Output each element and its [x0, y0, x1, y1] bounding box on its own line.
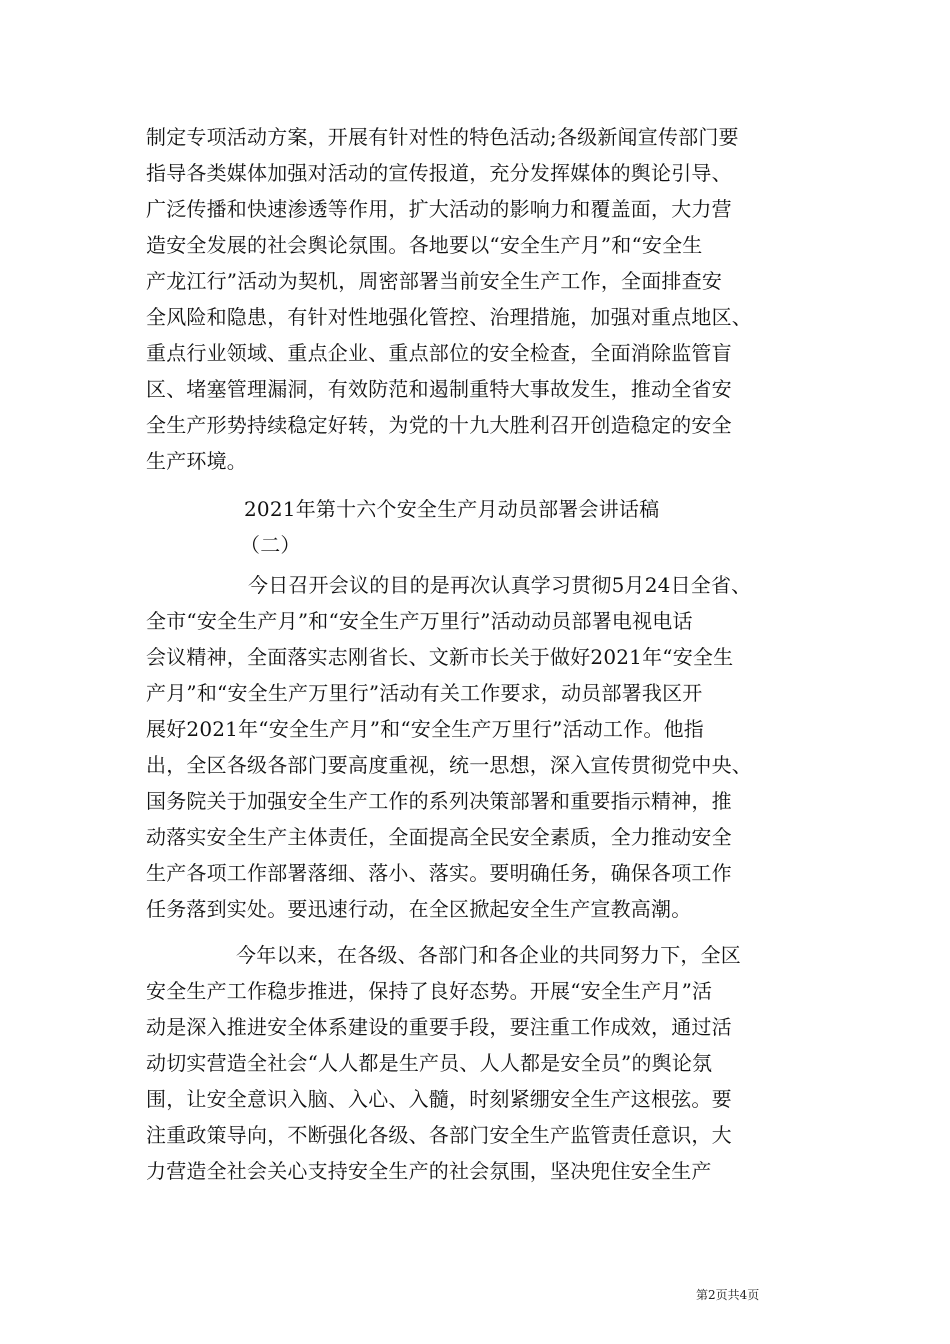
paragraph-2-line-8: 动落实安全生产主体责任，全面提高全民安全素质，全力推动安全 [146, 825, 732, 849]
paragraph-2-line-6: 出，全区各级各部门要高度重视，统一思想，深入宣传贯彻党中央、 [146, 753, 752, 777]
paragraph-1-line-5: 产龙江行”活动为契机，周密部署当前安全生产工作，全面排查安 [146, 269, 723, 293]
paragraph-1-line-7: 重点行业领域、重点企业、重点部位的安全检查，全面消除监管盲 [146, 341, 732, 365]
paragraph-3-line-3: 动是深入推进安全体系建设的重要手段，要注重工作成效，通过活 [146, 1015, 732, 1039]
page-indicator: 第2页共4页 [696, 1288, 760, 1302]
paragraph-2-line-10: 任务落到实处。要迅速行动，在全区掀起安全生产宣教高潮。 [146, 897, 692, 921]
paragraph-3-line-6: 注重政策导向，不断强化各级、各部门安全生产监管责任意识，大 [146, 1123, 732, 1147]
paragraph-1-line-1: 制定专项活动方案，开展有针对性的特色活动;各级新闻宣传部门要 [146, 125, 739, 149]
paragraph-1-line-10: 生产环境。 [146, 449, 247, 473]
paragraph-1-line-2: 指导各类媒体加强对活动的宣传报道，充分发挥媒体的舆论引导、 [146, 161, 732, 185]
paragraph-1-line-6: 全风险和隐患，有针对性地强化管控、治理措施，加强对重点地区、 [146, 305, 752, 329]
paragraph-3-line-5: 围，让安全意识入脑、入心、入髓，时刻紧绷安全生产这根弦。要 [146, 1087, 732, 1111]
paragraph-3-line-4: 动切实营造全社会“人人都是生产员、人人都是安全员”的舆论氛 [146, 1051, 713, 1075]
paragraph-2-line-7: 国务院关于加强安全生产工作的系列决策部署和重要指示精神，推 [146, 789, 732, 813]
paragraph-2-line-3: 会议精神，全面落实志刚省长、文新市长关于做好2021年“安全生 [146, 645, 734, 669]
paragraph-2-line-5: 展好2021年“安全生产月”和“安全生产万里行”活动工作。他指 [146, 717, 704, 741]
paragraph-1-line-9: 全生产形势持续稳定好转，为党的十九大胜利召开创造稳定的安全 [146, 413, 732, 437]
section-title: 2021年第十六个安全生产月动员部署会讲话稿 [244, 497, 660, 521]
paragraph-2-line-9: 生产各项工作部署落细、落小、落实。要明确任务，确保各项工作 [146, 861, 732, 885]
paragraph-3-line-7: 力营造全社会关心支持安全生产的社会氛围，坚决兜住安全生产 [146, 1159, 712, 1183]
paragraph-1-line-4: 造安全发展的社会舆论氛围。各地要以“安全生产月”和“安全生 [146, 233, 703, 257]
section-subtitle: （二） [240, 533, 301, 557]
paragraph-3-line-2: 安全生产工作稳步推进，保持了良好态势。开展“安全生产月”活 [146, 979, 713, 1003]
paragraph-3-line-1: 今年以来，在各级、各部门和各企业的共同努力下，全区 [236, 943, 741, 967]
paragraph-2-line-2: 全市“安全生产月”和“安全生产万里行”活动动员部署电视电话 [146, 609, 693, 633]
paragraph-2-line-4: 产月”和“安全生产万里行”活动有关工作要求，动员部署我区开 [146, 681, 703, 705]
paragraph-2-line-1: 今日召开会议的目的是再次认真学习贯彻5月24日全省、 [248, 573, 752, 597]
paragraph-1-line-8: 区、堵塞管理漏洞，有效防范和遏制重特大事故发生，推动全省安 [146, 377, 732, 401]
paragraph-1-line-3: 广泛传播和快速渗透等作用，扩大活动的影响力和覆盖面，大力营 [146, 197, 732, 221]
